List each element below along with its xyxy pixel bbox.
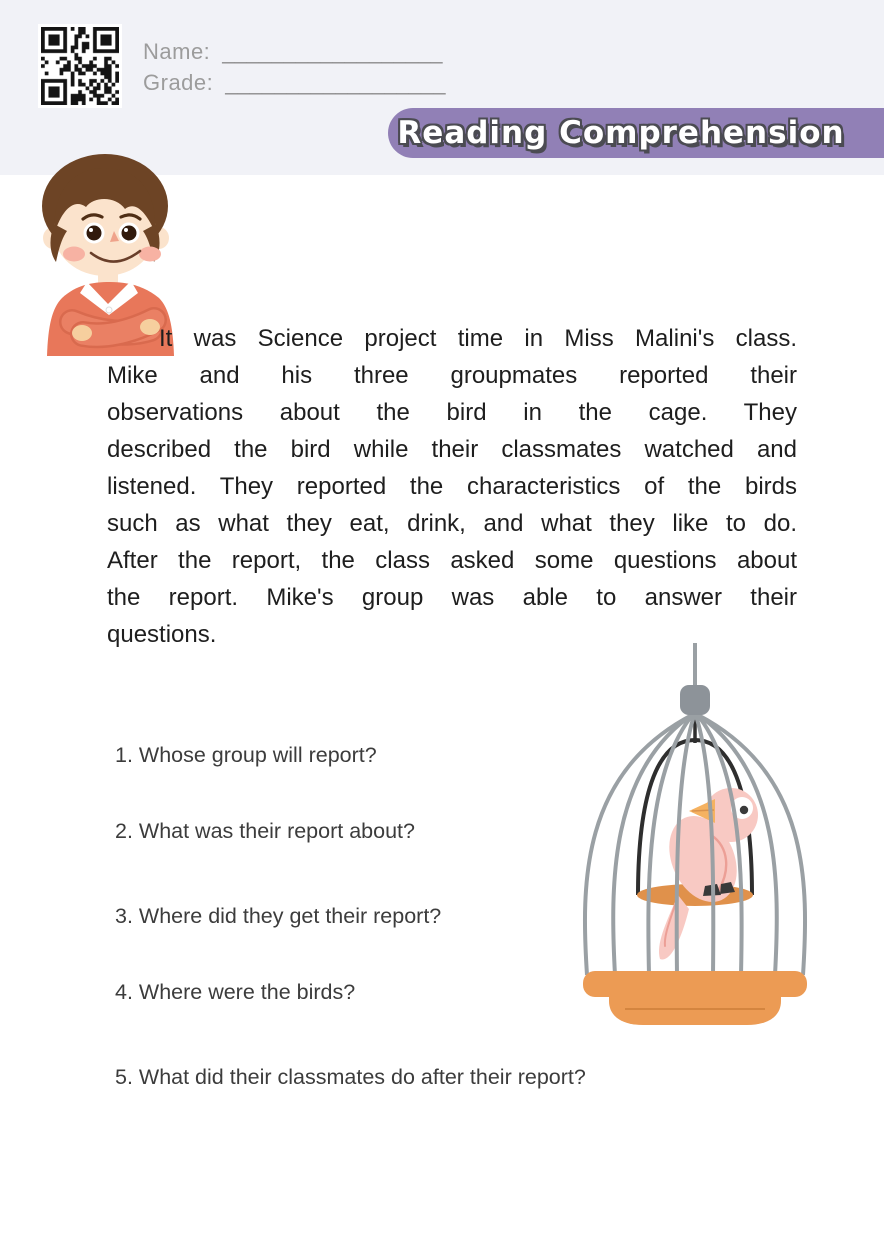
cage-base-bowl xyxy=(609,997,781,1025)
story-line: After the report, the class asked some questions about xyxy=(107,547,797,574)
story-line: described the bird while their classmates watched and xyxy=(107,436,797,463)
boy-cheek-left xyxy=(63,247,85,262)
name-field-row xyxy=(143,36,446,67)
story-line: observations about the bird in the cage. They xyxy=(107,399,797,426)
question-item: 3. Where did they get their report? xyxy=(115,904,442,928)
cage-base-rim xyxy=(583,971,807,997)
qr-code xyxy=(41,27,119,105)
story-line: such as what they eat, drink, and what they like to do. xyxy=(107,510,797,537)
question-item: 2. What was their report about? xyxy=(115,819,415,843)
boy-eye-highlight-left xyxy=(89,228,93,232)
question-item: 5. What did their classmates do after their report? xyxy=(115,1065,586,1089)
birdcage-illustration xyxy=(563,643,827,1028)
page-title: Reading Comprehension xyxy=(397,115,845,151)
title-banner xyxy=(388,108,884,158)
cage-top-knob xyxy=(680,685,710,715)
boy-cheek-right xyxy=(139,247,161,262)
story-line: questions. xyxy=(107,621,217,648)
story-line: Mike and his three groupmates reported their xyxy=(107,362,797,389)
story-paragraph xyxy=(107,320,797,653)
qr-code-frame xyxy=(38,24,122,108)
boy-eye-left xyxy=(85,224,103,242)
boy-eye-right xyxy=(120,224,138,242)
story-line: the report. Mike's group was able to answer their xyxy=(107,584,797,611)
boy-eye-highlight-right xyxy=(124,228,128,232)
boy-hand-right xyxy=(72,325,92,341)
grade-field-row xyxy=(143,67,446,98)
grade-label: Grade: xyxy=(143,70,214,95)
grade-blank-line: __________________ xyxy=(225,70,446,95)
bird-pupil xyxy=(740,806,748,814)
boy-collar-button xyxy=(106,307,112,313)
bird-tail xyxy=(659,895,689,959)
student-fields xyxy=(143,36,446,98)
question-item: 1. Whose group will report? xyxy=(115,743,377,767)
story-line: listened. They reported the characteristics of the birds xyxy=(107,473,797,500)
name-blank-line: __________________ xyxy=(222,39,443,64)
question-item: 4. Where were the birds? xyxy=(115,980,356,1004)
name-label: Name: xyxy=(143,39,211,64)
cage-base xyxy=(583,971,807,1025)
story-line: It was Science project time in Miss Malini's class. xyxy=(159,325,797,352)
